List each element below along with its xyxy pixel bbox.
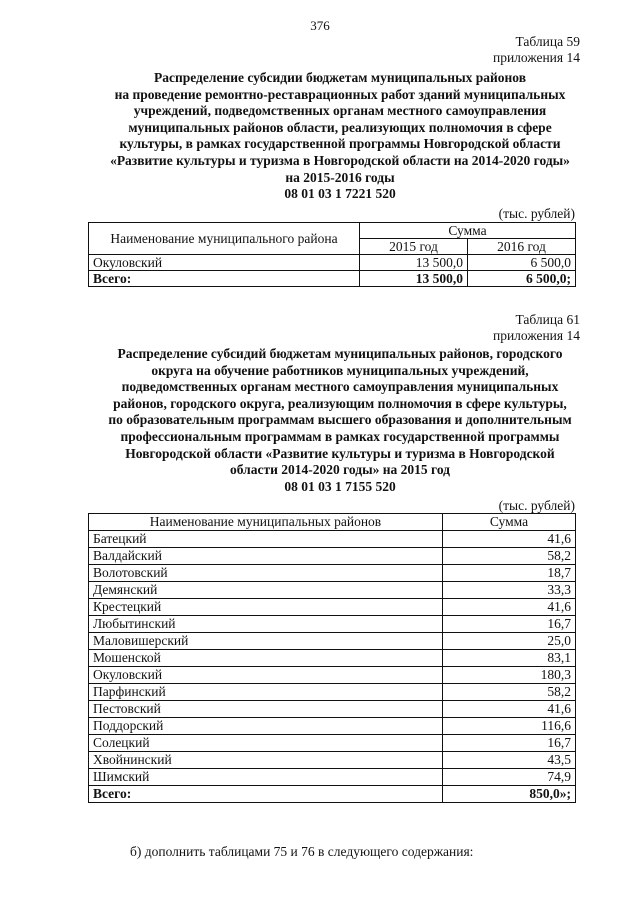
table-row — [89, 667, 576, 684]
district-amount: 83,1 — [443, 650, 576, 667]
heading-line: профессиональным программам в рамках государственной программы — [120, 428, 560, 444]
table-row — [89, 616, 576, 633]
total-2016: 6 500,0; — [468, 271, 576, 287]
table-59-reference — [493, 34, 580, 66]
table-row — [89, 599, 576, 616]
amount-2015: 13 500,0 — [360, 255, 468, 271]
heading-line: округа на обучение работников муниципальных учреждений, — [151, 362, 529, 378]
heading-line: на проведение ремонтно-реставрационных работ зданий муниципальных — [114, 86, 566, 102]
table-61 — [88, 513, 576, 803]
table-59-ref-line2: приложения 14 — [492, 50, 580, 65]
table-61-heading — [80, 346, 600, 495]
column-header-sum: Сумма — [443, 514, 576, 531]
district-name: Маловишерский — [89, 633, 443, 650]
district-amount: 58,2 — [443, 548, 576, 565]
table-59-units: (тыс. рублей) — [498, 206, 575, 221]
column-header-name: Наименование муниципального района — [89, 223, 360, 255]
district-name: Шимский — [89, 769, 443, 786]
district-amount: 33,3 — [443, 582, 576, 599]
district-name: Солецкий — [89, 735, 443, 752]
total-label: Всего: — [89, 786, 443, 803]
table-row — [89, 633, 576, 650]
table-row — [89, 650, 576, 667]
table-row — [89, 684, 576, 701]
district-name: Хвойнинский — [89, 752, 443, 769]
heading-line: «Развитие культуры и туризма в Новгородской области на 2014-2020 годы» — [110, 152, 570, 168]
table-header-row — [89, 223, 576, 239]
column-header-sum: Сумма — [360, 223, 576, 239]
heading-line: на 2015-2016 годы — [285, 169, 395, 185]
column-header-2016: 2016 год — [468, 239, 576, 255]
table-61-ref-line2: приложения 14 — [492, 328, 580, 343]
district-amount: 180,3 — [443, 667, 576, 684]
heading-line: подведомственных органам местного самоуправления муниципальных — [121, 379, 559, 395]
district-name: Окуловский — [89, 255, 360, 271]
district-amount: 41,6 — [443, 701, 576, 718]
table-total-row — [89, 271, 576, 287]
district-amount: 18,7 — [443, 565, 576, 582]
district-name: Поддорский — [89, 718, 443, 735]
table-61-units: (тыс. рублей) — [498, 498, 575, 513]
total-2015: 13 500,0 — [360, 271, 468, 287]
table-59-heading — [80, 70, 600, 203]
heading-line: культуры, в рамках государственной программы Новгородской области — [119, 136, 561, 152]
table-row — [89, 735, 576, 752]
heading-line: 08 01 03 1 7221 520 — [284, 186, 396, 202]
table-row — [89, 531, 576, 548]
heading-line: 08 01 03 1 7155 520 — [284, 478, 396, 494]
table-row — [89, 582, 576, 599]
table-row — [89, 548, 576, 565]
district-name: Демянский — [89, 582, 443, 599]
district-amount: 74,9 — [443, 769, 576, 786]
heading-line: по образовательным программам высшего образования и дополнительным — [108, 412, 572, 428]
district-amount: 16,7 — [443, 735, 576, 752]
district-amount: 16,7 — [443, 616, 576, 633]
table-total-row — [89, 786, 576, 803]
table-row — [89, 255, 576, 271]
heading-line: Новгородской области «Развитие культуры и туризма в Новгородской — [125, 445, 555, 461]
total-label: Всего: — [89, 271, 360, 287]
district-name: Любытинский — [89, 616, 443, 633]
heading-line: Распределение субсидии бюджетам муниципальных районов — [153, 70, 527, 85]
district-name: Валдайский — [89, 548, 443, 565]
total-amount: 850,0»; — [443, 786, 576, 803]
heading-line: учреждений, подведомственных органам местного самоуправления — [133, 103, 547, 119]
table-row — [89, 701, 576, 718]
heading-line: области 2014-2020 годы» на 2015 год — [229, 462, 451, 478]
district-amount: 43,5 — [443, 752, 576, 769]
district-amount: 41,6 — [443, 599, 576, 616]
amount-2016: 6 500,0 — [468, 255, 576, 271]
district-amount: 116,6 — [443, 718, 576, 735]
district-name: Волотовский — [89, 565, 443, 582]
district-amount: 25,0 — [443, 633, 576, 650]
table-61-reference — [493, 312, 580, 344]
district-name: Окуловский — [89, 667, 443, 684]
district-name: Пестовский — [89, 701, 443, 718]
heading-line: муниципальных районов области, реализующих полномочия в сфере — [128, 119, 552, 135]
district-amount: 41,6 — [443, 531, 576, 548]
table-row — [89, 769, 576, 786]
table-row — [89, 718, 576, 735]
table-59-ref-line1: Таблица 59 — [515, 34, 580, 49]
table-59 — [88, 222, 576, 287]
table-row — [89, 565, 576, 582]
column-header-2015: 2015 год — [360, 239, 468, 255]
amendment-text: б) дополнить таблицами 75 и 76 в следующего содержания: — [130, 844, 474, 859]
heading-line: районов, городского округа, реализующим полномочия в сфере культуры, — [113, 395, 567, 411]
heading-line: Распределение субсидий бюджетам муниципальных районов, городского — [117, 346, 563, 361]
column-header-name: Наименование муниципальных районов — [89, 514, 443, 531]
district-name: Крестецкий — [89, 599, 443, 616]
district-amount: 58,2 — [443, 684, 576, 701]
district-name: Парфинский — [89, 684, 443, 701]
table-row — [89, 752, 576, 769]
table-header-row — [89, 514, 576, 531]
district-name: Батецкий — [89, 531, 443, 548]
table-61-ref-line1: Таблица 61 — [515, 312, 580, 327]
page-number: 376 — [310, 18, 330, 33]
district-name: Мошенской — [89, 650, 443, 667]
